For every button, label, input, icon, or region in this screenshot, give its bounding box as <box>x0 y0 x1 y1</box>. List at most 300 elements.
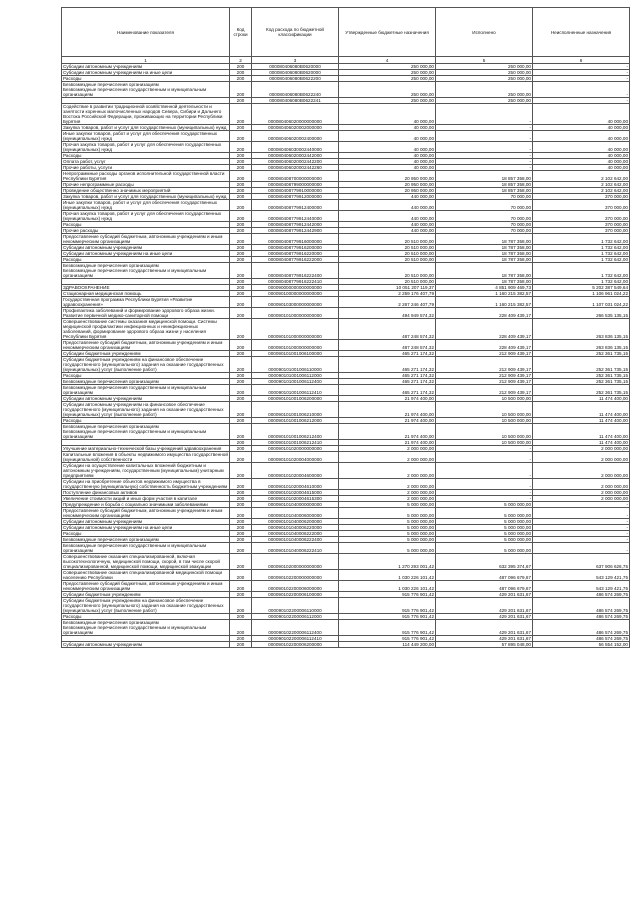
row-unexecuted: 40 000,00 <box>533 131 630 142</box>
row-expense-code: 000080408779916222400 <box>252 263 339 279</box>
row-approved: 465 271 174,32 <box>339 385 436 396</box>
row-unexecuted: 5 202 387 549,64 <box>533 285 630 291</box>
row-executed: 228 409 439,17 <box>436 340 533 351</box>
row-approved: 915 776 901,42 <box>339 598 436 614</box>
row-expense-code: 000090101001006212410 <box>252 440 339 446</box>
row-executed: 429 201 631,67 <box>436 592 533 598</box>
row-line-code: 200 <box>230 263 252 279</box>
header-unexecuted: Неисполненные назначения <box>533 8 630 57</box>
row-executed: - <box>436 479 533 490</box>
row-executed: 10 500 000,00 <box>436 424 533 440</box>
row-unexecuted: 543 129 421,75 <box>533 570 630 581</box>
table-row <box>62 543 630 554</box>
row-indicator-name: Субсидии автономным учреждениям на иные цели <box>62 251 230 257</box>
row-unexecuted: 263 836 135,15 <box>533 340 630 351</box>
table-row <box>62 319 630 340</box>
table-row <box>62 508 630 519</box>
row-executed: 70 000,00 <box>436 222 533 228</box>
row-approved: 5 000 000,00 <box>339 543 436 554</box>
row-indicator-name: Расходы <box>62 373 230 379</box>
row-executed: 5 000 000,00 <box>436 502 533 508</box>
row-executed: 70 000,00 <box>436 211 533 222</box>
row-line-code: 200 <box>230 125 252 131</box>
row-approved: 1 030 226 101,42 <box>339 581 436 592</box>
row-expense-code: 000090101001006212400 <box>252 424 339 440</box>
row-indicator-name: Предоставление субсидий бюджетным, автономным учреждениям и иным некоммерческим организациям <box>62 581 230 592</box>
row-expense-code: 000090101040006000000 <box>252 508 339 519</box>
row-expense-code: 000080406020002442200 <box>252 159 339 165</box>
row-expense-code: 000090102200006110000 <box>252 598 339 614</box>
row-expense-code: 000080406020002400000 <box>252 131 339 142</box>
row-line-code: 200 <box>230 165 252 171</box>
row-unexecuted: 1 732 642,00 <box>533 279 630 285</box>
row-unexecuted: - <box>533 531 630 537</box>
row-unexecuted: 56 554 152,00 <box>533 642 630 648</box>
row-line-code: 200 <box>230 519 252 525</box>
table-row <box>62 570 630 581</box>
row-approved: 21 974 400,00 <box>339 424 436 440</box>
row-line-code: 200 <box>230 222 252 228</box>
row-line-code: 200 <box>230 452 252 463</box>
table-row <box>62 234 630 245</box>
row-executed: 18 857 358,00 <box>436 171 533 182</box>
row-unexecuted: 2 000 000,00 <box>533 452 630 463</box>
row-line-code: 200 <box>230 153 252 159</box>
row-expense-code: 000090102200006200000 <box>252 642 339 648</box>
row-indicator-name: Закупка товаров, работ и услуг для государственных (муниципальных) нужд <box>62 194 230 200</box>
row-expense-code: 000090102200000000000 <box>252 570 339 581</box>
row-approved: 40 000,00 <box>339 125 436 131</box>
row-unexecuted: - <box>533 525 630 531</box>
header-line-code: Код строки <box>230 8 252 57</box>
column-number: 3 <box>252 57 339 64</box>
row-expense-code: 000090101020004615000 <box>252 490 339 496</box>
row-unexecuted: 370 000,00 <box>533 200 630 211</box>
row-indicator-name: Прочие расходы <box>62 228 230 234</box>
row-expense-code: 000090101020004000000 <box>252 452 339 463</box>
row-indicator-name: Содействие в развитии традиционной хозяйственной деятельности и занятости коренных малочисленных народов Севера, Сибири и Дальнего Востока Российской Федерации, проживающих на территории Республики Бурятия <box>62 104 230 125</box>
row-line-code: 200 <box>230 402 252 418</box>
row-unexecuted: 40 000,00 <box>533 159 630 165</box>
row-indicator-name: Расходы <box>62 418 230 424</box>
row-unexecuted: 40 000,00 <box>533 142 630 153</box>
row-unexecuted: - <box>533 537 630 543</box>
row-expense-code: 000080408779912440000 <box>252 211 339 222</box>
row-line-code: 200 <box>230 490 252 496</box>
row-unexecuted: 11 474 400,00 <box>533 402 630 418</box>
row-indicator-name: Субсидии на приобретение объектов недвижимого имущества в государственную (муниципальную) собственность бюджетным учреждениям <box>62 479 230 490</box>
row-indicator-name: Безвозмездные перечисления организациям Безвозмездные перечисления государственным и муниципальным организациям <box>62 82 230 98</box>
row-line-code: 200 <box>230 357 252 373</box>
row-unexecuted: 370 000,00 <box>533 211 630 222</box>
row-expense-code: 000080408779916222410 <box>252 279 339 285</box>
row-executed: 10 500 000,00 <box>436 440 533 446</box>
table-row <box>62 463 630 479</box>
row-approved: 5 000 000,00 <box>339 502 436 508</box>
row-expense-code: 000090101001006112400 <box>252 379 339 385</box>
row-indicator-name: Прочие работы, услуги <box>62 165 230 171</box>
row-line-code: 200 <box>230 64 252 70</box>
table-body <box>62 64 630 648</box>
row-line-code: 200 <box>230 543 252 554</box>
row-line-code: 200 <box>230 159 252 165</box>
row-expense-code: 000080408700000000000 <box>252 171 339 182</box>
table-row <box>62 402 630 418</box>
table-row <box>62 297 630 308</box>
row-expense-code: 000090101040006222400 <box>252 537 339 543</box>
row-expense-code: 000080408799000000000 <box>252 182 339 188</box>
row-unexecuted: 1 732 642,00 <box>533 257 630 263</box>
row-executed: 228 409 439,17 <box>436 319 533 340</box>
row-executed: - <box>436 104 533 125</box>
row-indicator-name: Предоставление субсидий бюджетным, автономным учреждениям и иным некоммерческим организациям <box>62 234 230 245</box>
row-indicator-name: Расходы <box>62 531 230 537</box>
row-executed: 10 500 000,00 <box>436 418 533 424</box>
header-indicator-name: Наименование показателя <box>62 8 230 57</box>
row-executed: 1 160 215 382,57 <box>436 297 533 308</box>
row-line-code: 200 <box>230 76 252 82</box>
row-unexecuted: 370 000,00 <box>533 228 630 234</box>
column-number: 6 <box>533 57 630 64</box>
row-line-code: 200 <box>230 200 252 211</box>
row-unexecuted: 11 474 400,00 <box>533 424 630 440</box>
row-line-code: 200 <box>230 554 252 570</box>
row-approved: 440 000,00 <box>339 222 436 228</box>
row-indicator-name: Предоставление субсидий бюджетным, автономным учреждениям и иным некоммерческим организациям <box>62 508 230 519</box>
row-line-code: 200 <box>230 373 252 379</box>
row-line-code: 200 <box>230 570 252 581</box>
row-executed: 70 000,00 <box>436 200 533 211</box>
row-expense-code: 000080408779916000000 <box>252 234 339 245</box>
table-row <box>62 479 630 490</box>
header-approved: Утвержденные бюджетные назначения <box>339 8 436 57</box>
row-executed: 212 909 439,17 <box>436 379 533 385</box>
row-line-code: 200 <box>230 508 252 519</box>
row-approved: 2 000 000,00 <box>339 463 436 479</box>
row-unexecuted: - <box>533 519 630 525</box>
row-expense-code: 000090102200006112000 <box>252 614 339 620</box>
row-executed: 18 787 358,00 <box>436 251 533 257</box>
row-approved: 5 000 000,00 <box>339 531 436 537</box>
row-executed: 4 851 909 469,73 <box>436 285 533 291</box>
row-executed: 632 395 374,67 <box>436 554 533 570</box>
row-approved: 2 000 000,00 <box>339 496 436 502</box>
row-unexecuted: 486 574 269,75 <box>533 636 630 642</box>
row-indicator-name: Безвозмездные перечисления государственным и муниципальным организациям <box>62 385 230 396</box>
row-approved: 915 776 901,42 <box>339 620 436 636</box>
row-approved: 5 000 000,00 <box>339 537 436 543</box>
row-indicator-name: Иные закупки товаров, работ и услуг для обеспечения государственных (муниципальных) нужд <box>62 200 230 211</box>
row-executed: - <box>436 463 533 479</box>
row-executed: - <box>436 159 533 165</box>
row-indicator-name: Закупка товаров, работ и услуг для государственных (муниципальных) нужд <box>62 125 230 131</box>
row-line-code: 200 <box>230 245 252 251</box>
row-unexecuted: 1 732 642,00 <box>533 251 630 257</box>
row-executed: 429 201 631,67 <box>436 636 533 642</box>
row-expense-code: 000080406080В0620000 <box>252 70 339 76</box>
row-line-code: 200 <box>230 440 252 446</box>
row-indicator-name: Субсидии автономным учреждениям на финансовое обеспечение государственного (муниципального) задания на оказание государственных (муниципальных) услуг (выполнение работ) <box>62 402 230 418</box>
row-indicator-name: Предупреждение и борьба с социально значимыми заболеваниями <box>62 502 230 508</box>
row-unexecuted: 252 361 735,15 <box>533 385 630 396</box>
row-indicator-name: Капитальные вложения в объекты недвижимого имущества государственной (муниципальной) собственности <box>63 452 228 462</box>
row-indicator-name: Расходы <box>62 153 230 159</box>
row-executed: - <box>436 125 533 131</box>
row-indicator-name: Совершенствование оказания специализированной медицинской помощи населению Республики <box>62 570 230 581</box>
row-indicator-name: Безвозмездные перечисления государственным и муниципальным организациям <box>62 543 230 554</box>
row-line-code: 200 <box>230 642 252 648</box>
row-approved: 40 000,00 <box>339 165 436 171</box>
header-expense-code: Код расхода по бюджетной классификации <box>252 8 339 57</box>
row-unexecuted: 1 732 642,00 <box>533 234 630 245</box>
row-line-code: 200 <box>230 257 252 263</box>
row-indicator-name: Безвозмездные перечисления организациям <box>62 537 230 543</box>
row-indicator-name: Субсидии бюджетным учреждениям на финансовое обеспечение государственного (муниципального) задания на оказание государственных (муниципальных) услуг (выполнение работ) <box>62 598 230 614</box>
row-line-code: 200 <box>230 379 252 385</box>
row-indicator-name: Профилактика заболеваний и формирование здорового образа жизни. Развитие первичной медико-санитарной помощи <box>62 308 230 319</box>
row-approved: 40 000,00 <box>339 131 436 142</box>
table-row <box>62 131 630 142</box>
row-expense-code: 000090101040006200000 <box>252 519 339 525</box>
row-unexecuted: - <box>533 508 630 519</box>
row-unexecuted: - <box>533 70 630 76</box>
row-line-code: 200 <box>230 592 252 598</box>
row-line-code: 200 <box>230 194 252 200</box>
row-line-code: 200 <box>230 104 252 125</box>
row-line-code: 200 <box>230 636 252 642</box>
row-executed: 212 909 439,17 <box>436 373 533 379</box>
row-unexecuted: 252 361 735,15 <box>533 379 630 385</box>
row-executed: 5 000 000,00 <box>436 508 533 519</box>
column-number-row <box>62 57 630 64</box>
row-executed: 70 000,00 <box>436 228 533 234</box>
row-expense-code: 000080408779916200000 <box>252 245 339 251</box>
row-approved: 20 510 000,00 <box>339 263 436 279</box>
row-executed: 212 909 439,17 <box>436 385 533 396</box>
row-approved: 2 259 176 407,79 <box>339 291 436 297</box>
row-expense-code: 000090102200006112400 <box>252 620 339 636</box>
row-expense-code: 000080408779916222000 <box>252 257 339 263</box>
row-approved: 465 271 174,32 <box>339 373 436 379</box>
row-executed: 1 160 215 382,57 <box>436 291 533 297</box>
row-expense-code: 000090101000000000000 <box>252 308 339 319</box>
row-unexecuted: 263 836 135,15 <box>533 319 630 340</box>
row-expense-code: 000080408779912442000 <box>252 222 339 228</box>
row-indicator-name: Прочие непрограммные расходы <box>62 182 230 188</box>
row-indicator-name: Субсидии автономным учреждениям <box>62 519 230 525</box>
row-approved: 2 267 246 407,79 <box>339 297 436 308</box>
row-indicator-name: Поступление финансовых активов <box>62 490 230 496</box>
row-line-code: 200 <box>230 171 252 182</box>
row-approved: 5 000 000,00 <box>339 525 436 531</box>
row-executed: - <box>436 452 533 463</box>
table-row <box>62 620 630 636</box>
table-row <box>62 554 630 570</box>
row-indicator-name: Безвозмездные перечисления организациям Безвозмездные перечисления государственным и муниципальным организациям <box>62 424 230 440</box>
row-executed: 18 787 358,00 <box>436 234 533 245</box>
row-executed: 5 000 000,00 <box>436 543 533 554</box>
row-executed: - <box>436 142 533 153</box>
row-unexecuted: 1 106 961 024,22 <box>533 291 630 297</box>
row-approved: 10 051 207 119,37 <box>339 285 436 291</box>
row-executed: 18 787 358,00 <box>436 263 533 279</box>
row-indicator-name: Субсидии автономным учреждениям <box>62 64 230 70</box>
row-approved: 440 000,00 <box>339 194 436 200</box>
column-number: 5 <box>436 57 533 64</box>
row-approved: 915 776 901,42 <box>339 636 436 642</box>
row-executed: 487 096 679,67 <box>436 581 533 592</box>
row-unexecuted: 252 361 735,15 <box>533 373 630 379</box>
row-line-code: 200 <box>230 614 252 620</box>
row-unexecuted: - <box>533 502 630 508</box>
row-executed: - <box>436 165 533 171</box>
row-approved: 440 000,00 <box>339 200 436 211</box>
row-unexecuted: - <box>533 64 630 70</box>
row-indicator-name: Прочая закупка товаров, работ и услуг для обеспечения государственных (муниципальных) нужд <box>62 211 230 222</box>
row-expense-code: 000090101001006112410 <box>252 385 339 396</box>
row-line-code: 200 <box>230 463 252 479</box>
row-executed: 212 909 439,17 <box>436 357 533 373</box>
row-line-code: 200 <box>230 82 252 98</box>
row-expense-code: 000090101040006222000 <box>252 531 339 537</box>
row-unexecuted: 637 906 626,75 <box>533 554 630 570</box>
row-line-code: 200 <box>230 340 252 351</box>
row-unexecuted: - <box>533 543 630 554</box>
row-line-code: 200 <box>230 285 252 291</box>
row-indicator-name: Стационарная медицинская помощь <box>62 291 230 297</box>
row-unexecuted: 11 474 400,00 <box>533 418 630 424</box>
table-row <box>62 424 630 440</box>
table-row <box>62 642 630 648</box>
row-indicator-name: Иные закупки товаров, работ и услуг для обеспечения государственных (муниципальных) нужд <box>62 131 230 142</box>
row-indicator-name: Увеличение стоимости акций и иных форм участия в капитале <box>62 496 230 502</box>
row-expense-code: 000090102200006112410 <box>252 636 339 642</box>
row-indicator-name: Расходы <box>62 257 230 263</box>
row-approved: 250 000,00 <box>339 76 436 82</box>
row-line-code: 200 <box>230 479 252 490</box>
row-line-code: 200 <box>230 131 252 142</box>
row-approved: 250 000,00 <box>339 70 436 76</box>
row-approved: 40 000,00 <box>339 153 436 159</box>
row-indicator-name: Проведение общественно значимых мероприятий <box>62 188 230 194</box>
row-expense-code: 000090101000000000000 <box>252 340 339 351</box>
row-unexecuted: 2 102 642,00 <box>533 188 630 194</box>
row-expense-code: 000080406020000000000 <box>252 104 339 125</box>
row-expense-code: 000080408779912400000 <box>252 200 339 211</box>
row-expense-code: 000080406080В0622200 <box>252 76 339 82</box>
row-indicator-name: Безвозмездные перечисления организациям <box>62 379 230 385</box>
row-line-code: 200 <box>230 531 252 537</box>
row-indicator-name: Расходы <box>62 222 230 228</box>
row-executed: 18 857 358,00 <box>436 188 533 194</box>
row-executed: 10 500 000,00 <box>436 402 533 418</box>
row-line-code: 200 <box>230 234 252 245</box>
row-expense-code: 000080406020002000000 <box>252 125 339 131</box>
row-approved: 2 000 000,00 <box>339 446 436 452</box>
row-line-code: 200 <box>230 228 252 234</box>
row-indicator-name: Совершенствование оказания специализированной, включая высокотехнологичную, медицинской помощи, скорой, в том числе скорой специализированной, медицинской помощи, медицинской эвакуации <box>62 554 230 570</box>
row-expense-code: 000090102000000000000 <box>252 554 339 570</box>
row-unexecuted: 252 361 735,15 <box>533 357 630 373</box>
table-row <box>62 598 630 614</box>
row-indicator-name: Расходы <box>62 614 230 620</box>
row-expense-code: 000080406020002442260 <box>252 165 339 171</box>
table-header-row <box>62 8 630 57</box>
row-unexecuted: 486 574 269,75 <box>533 620 630 636</box>
row-unexecuted: 486 574 269,75 <box>533 598 630 614</box>
row-expense-code: 000090101001006110000 <box>252 357 339 373</box>
row-expense-code: 000090101040006220000 <box>252 525 339 531</box>
column-number: 1 <box>62 57 230 64</box>
row-executed: 429 201 631,67 <box>436 620 533 636</box>
row-indicator-name: Субсидии автономным учреждениям <box>62 396 230 402</box>
row-expense-code: 000080408779910000000 <box>252 188 339 194</box>
table-row <box>62 340 630 351</box>
row-line-code: 200 <box>230 424 252 440</box>
table-row <box>62 200 630 211</box>
row-executed: - <box>436 496 533 502</box>
row-approved: 2 000 000,00 <box>339 490 436 496</box>
row-line-code: 200 <box>230 70 252 76</box>
table-row <box>62 263 630 279</box>
row-indicator-name: Субсидии автономным учреждениям на иные цели <box>62 70 230 76</box>
row-approved: 487 248 574,32 <box>339 340 436 351</box>
row-indicator-name: Субсидии на осуществление капитальных вложений бюджетным и автономным учреждениям, государственным (муниципальным) унитарным предприятиям <box>62 463 230 479</box>
row-indicator-name: Субсидии бюджетным учреждениям на финансовое обеспечение государственного (муниципального) задания на оказание государственных (муниципальных) услуг (выполнение работ) <box>62 357 230 373</box>
row-unexecuted: - <box>533 98 630 104</box>
row-approved: 465 271 174,32 <box>339 357 436 373</box>
row-approved: 250 000,00 <box>339 64 436 70</box>
budget-execution-table <box>61 7 630 648</box>
row-executed: 429 201 631,67 <box>436 598 533 614</box>
row-unexecuted: 2 000 000,00 <box>533 479 630 490</box>
table-row <box>62 357 630 373</box>
row-line-code: 200 <box>230 620 252 636</box>
row-executed: 10 500 000,00 <box>436 396 533 402</box>
row-expense-code: 000090102200006100000 <box>252 592 339 598</box>
row-executed: 5 000 000,00 <box>436 525 533 531</box>
row-line-code: 200 <box>230 396 252 402</box>
row-executed: 5 000 000,00 <box>436 531 533 537</box>
row-expense-code: 000090000000000000000 <box>252 285 339 291</box>
row-approved: 20 950 000,00 <box>339 182 436 188</box>
table-row <box>62 308 630 319</box>
row-line-code: 200 <box>230 537 252 543</box>
row-indicator-name: Субсидии автономным учреждениям на иные цели <box>62 525 230 531</box>
row-line-code: 200 <box>230 598 252 614</box>
row-line-code: 200 <box>230 319 252 340</box>
row-indicator-name: Непрограммные расходы органов исполнительной государственной власти Республики Бурятия <box>62 171 230 182</box>
row-unexecuted: 1 732 642,00 <box>533 245 630 251</box>
row-approved: 20 510 000,00 <box>339 251 436 257</box>
row-expense-code: 000080408779912000000 <box>252 194 339 200</box>
row-line-code: 200 <box>230 525 252 531</box>
row-expense-code: 000090100000000000000 <box>252 291 339 297</box>
table-row <box>62 452 630 463</box>
row-indicator-name: Субсидии бюджетным учреждениям <box>62 351 230 357</box>
budget-report-sheet <box>61 7 629 648</box>
row-executed: 250 000,00 <box>436 64 533 70</box>
row-unexecuted: 2 000 000,00 <box>533 463 630 479</box>
table-row <box>62 385 630 396</box>
row-unexecuted: 1 107 031 024,22 <box>533 297 630 308</box>
row-executed: 5 000 000,00 <box>436 537 533 543</box>
row-approved: 250 000,00 <box>339 98 436 104</box>
table-row <box>62 171 630 182</box>
row-executed: - <box>436 153 533 159</box>
row-unexecuted: 2 102 642,00 <box>533 171 630 182</box>
row-line-code: 200 <box>230 351 252 357</box>
